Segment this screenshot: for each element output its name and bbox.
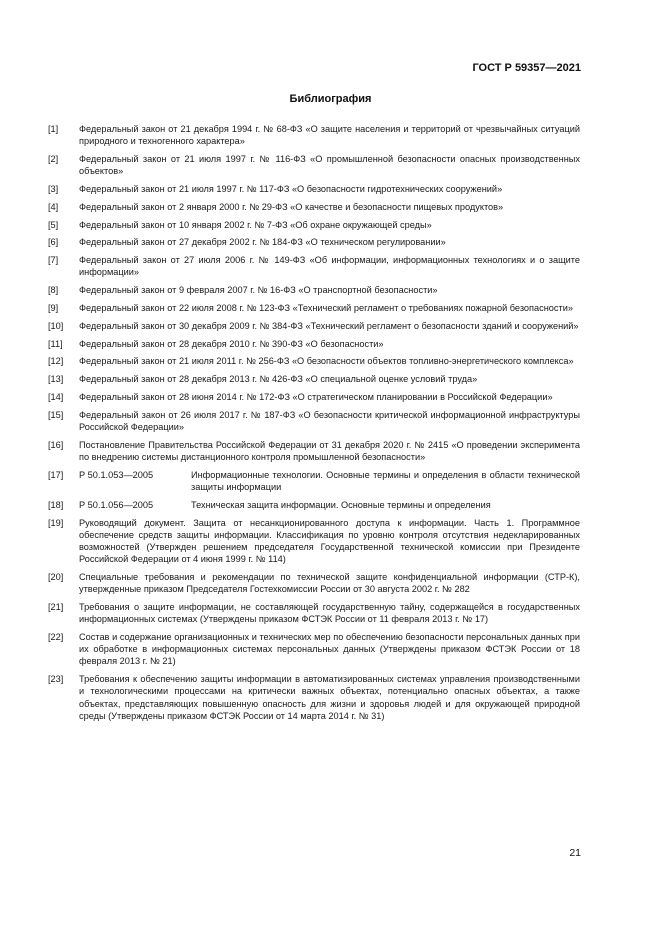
bibliography-entry [48, 673, 580, 722]
bibliography-entry [48, 517, 580, 566]
entry-text: Федеральный закон от 21 июля 1997 г. № 116-ФЗ «О промышленной безопасности опасных производственных объектов» [79, 154, 580, 177]
bibliography-entry [48, 439, 580, 463]
entry-text: Специальные требования и рекомендации по технической защите конфиденциальной информации (СТР-К), утвержденные приказом Председателя Гостехкомиссии России от 30 августа 2002 г. № 282 [79, 571, 580, 595]
bibliography-list [48, 123, 580, 728]
bibliography-entry [48, 391, 580, 403]
entry-text: Федеральный закон от 28 декабря 2013 г. № 426-ФЗ «О специальной оценке условий труда» [79, 374, 478, 385]
bibliography-entry [48, 355, 580, 367]
page-title: Библиография [289, 93, 372, 105]
entry-text: Постановление Правительства Российской Федерации от 31 декабря 2020 г. № 2415 «О проведении эксперимента по внедрению системы дистанционного контроля промышленной безопасности» [79, 439, 580, 462]
bibliography-entry [48, 219, 580, 231]
entry-number: [10] [48, 320, 64, 331]
entry-text: Федеральный закон от 28 декабря 2010 г. № 390-ФЗ «О безопасности» [79, 338, 384, 349]
entry-number: [14] [48, 391, 64, 402]
entry-text: Федеральный закон от 30 декабря 2009 г. № 384-ФЗ «Технический регламент о безопасности зданий и сооружений» [79, 320, 579, 331]
entry-number: [17] [48, 469, 64, 480]
bibliography-entry [48, 320, 580, 332]
entry-number: [2] [48, 154, 59, 164]
entry-number: [22] [48, 631, 64, 642]
bibliography-entry [48, 302, 580, 314]
entry-number: [19] [48, 517, 64, 528]
entry-text: Руководящий документ. Защита от несанкционированного доступа к информации. Часть 1. Программное обеспечение средств защиты информации. Классификация по уровню контроля отсутствия недекларированных возможностей (Утвержден решением председателя Государственной технической комиссии при Президенте Российской Федерации от 4 июня 1999 г. № 114) [79, 517, 580, 565]
entry-text: Требования к обеспечению защиты информации в автоматизированных системах управления производственными и технологическими процессами на критически важных объектах, потенциально опасных объектах, а также объектах, представляющих повышенную опасность для жизни и здоровья людей и для окружающей природной среды (Утверждены приказом ФСТЭК России от 14 марта 2014 г. № 31) [79, 674, 580, 721]
bibliography-entry [48, 153, 580, 177]
entry-text: Федеральный закон от 2 января 2000 г. № 29-ФЗ «О качестве и безопасности пищевых продуктов» [79, 201, 504, 212]
entry-number: [13] [48, 374, 64, 385]
entry-text: Требования о защите информации, не составляющей государственную тайну, содержащейся в государственных информационных системах (Утверждены приказом ФСТЭК России от 11 февраля 2013 г. № 17) [79, 601, 580, 625]
entry-text: Состав и содержание организационных и технических мер по обеспечению безопасности персональных данных при их обработке в информационных системах персональных данных (Утверждены приказом ФСТЭК России от 18 февраля 2013 г. № 21) [79, 631, 580, 667]
entry-number: [3] [48, 184, 59, 194]
entry-number: [4] [48, 201, 59, 212]
entry-number: [15] [48, 409, 64, 420]
entry-text: Федеральный закон от 21 декабря 1994 г. № 68-ФЗ «О защите населения и территорий от чрезвычайных ситуаций природного и техногенного характера» [79, 124, 580, 147]
bibliography-entry [48, 284, 580, 296]
bibliography-entry [48, 631, 580, 668]
bibliography-entry [48, 499, 580, 511]
entry-number: [16] [48, 439, 64, 450]
entry-number: [11] [48, 338, 63, 349]
entry-number: [6] [48, 237, 59, 248]
bibliography-entry [48, 373, 580, 385]
entry-number: [12] [48, 356, 64, 367]
entry-number: [18] [48, 499, 64, 510]
entry-number: [5] [48, 219, 59, 230]
entry-number: [21] [48, 601, 64, 612]
entry-text: Федеральный закон от 27 июля 2006 г. № 149-ФЗ «Об информации, информационных технологиях и о защите информации» [79, 255, 580, 278]
entry-number: [1] [48, 124, 59, 134]
entry-code: Р 50.1.053—2005 [79, 469, 154, 480]
entry-text: Техническая защита информации. Основные термины и определения [191, 499, 491, 510]
bibliography-entry [48, 338, 580, 350]
bibliography-entry [48, 409, 580, 433]
entry-number: [7] [48, 255, 59, 266]
entry-text: Федеральный закон от 10 января 2002 г. № 7-ФЗ «Об охране окружающей среды» [79, 219, 432, 230]
entry-text: Федеральный закон от 26 июля 2017 г. № 187-ФЗ «О безопасности критической информационной инфраструктуры Российской Федерации» [79, 409, 580, 432]
entry-number: [20] [48, 571, 64, 582]
entry-text: Федеральный закон от 21 июля 1997 г. № 117-ФЗ «О безопасности гидротехнических сооружений» [79, 184, 503, 194]
entry-text: Федеральный закон от 21 июля 2011 г. № 256-ФЗ «О безопасности объектов топливно-энергетического комплекса» [79, 356, 574, 367]
bibliography-entry [48, 201, 580, 213]
entry-text: Федеральный закон от 22 июля 2008 г. № 123-ФЗ «Технический регламент о требованиях пожарной безопасности» [79, 302, 573, 313]
page-number: 21 [569, 847, 581, 859]
entry-number: [8] [48, 285, 59, 296]
entry-text: Федеральный закон от 27 декабря 2002 г. № 184-ФЗ «О техническом регулировании» [79, 237, 446, 248]
standard-designation: ГОСТ Р 59357—2021 [472, 62, 581, 74]
bibliography-entry [48, 571, 580, 595]
bibliography-entry [48, 123, 580, 147]
bibliography-entry [48, 183, 580, 195]
entry-text: Информационные технологии. Основные термины и определения в области технической защиты информации [191, 469, 580, 492]
entry-text: Федеральный закон от 9 февраля 2007 г. № 16-ФЗ «О транспортной безопасности» [79, 285, 438, 296]
entry-text: Федеральный закон от 28 июня 2014 г. № 172-ФЗ «О стратегическом планировании в Российской Федерации» [79, 391, 553, 402]
entry-number: [23] [48, 674, 64, 685]
bibliography-entry [48, 601, 580, 625]
bibliography-entry [48, 236, 580, 248]
bibliography-entry [48, 254, 580, 278]
entry-code: Р 50.1.056—2005 [79, 499, 154, 510]
bibliography-entry [48, 469, 580, 493]
entry-number: [9] [48, 302, 59, 313]
